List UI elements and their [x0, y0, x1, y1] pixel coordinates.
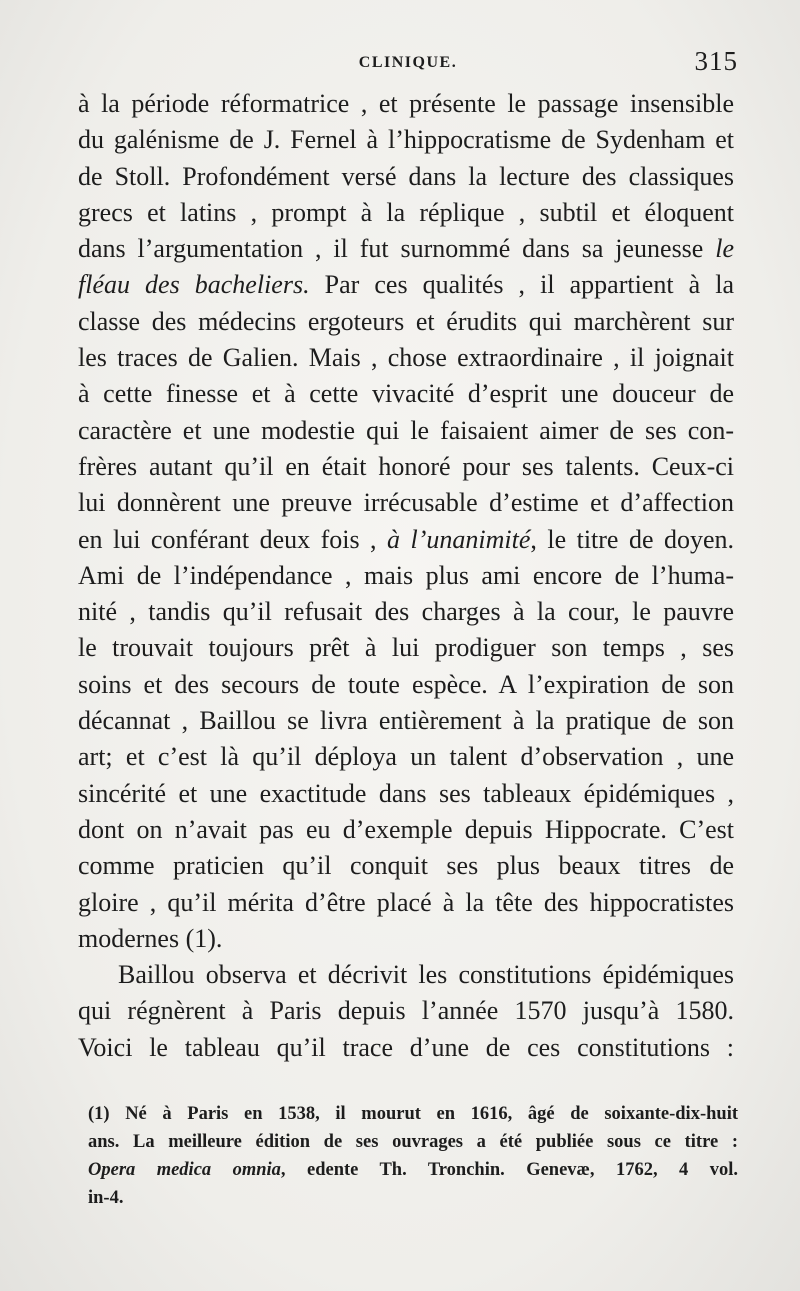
text-line: Voici le tableau qu’il trace d’une de ces constitutions : [78, 1032, 734, 1062]
text-line: gloire , qu’il mérita d’être placé à la tête des hippocratistes [78, 887, 734, 917]
footnote-line: (1) Né à Paris en 1538, il mourut en 1616, âgé de soixante-dix-huit [88, 1104, 738, 1124]
text-line: caractère et une modestie qui le faisaient aimer de ses con- [78, 415, 734, 445]
italic-title: Opera medica omnia [88, 1160, 281, 1180]
text-line [78, 231, 734, 267]
text-line: à la période réformatrice , et présente le passage insensible [78, 89, 734, 118]
text-line: de Stoll. Profondément versé dans la lecture des classiques [78, 161, 734, 191]
text-line: art; et c’est là qu’il déploya un talent d’observation , une [78, 742, 734, 772]
paragraph-1 [78, 86, 734, 957]
text-segment: , edente Th. Tronchin. Genevæ, 1762, 4 vol. [280, 1160, 738, 1180]
text-line: du galénisme de J. Fernel à l’hippocratisme de Sydenham et [78, 125, 734, 155]
text-line: soins et des secours de toute espèce. A l’expiration de son [78, 669, 734, 699]
text-line: Baillou observa et décrivit les constitutions épidémiques [118, 960, 734, 990]
text-line: sincérité et une exactitude dans ses tableaux épidémiques , [78, 778, 734, 808]
footnote-line: ans. La meilleure édition de ses ouvrages a été publiée sous ce titre : [88, 1132, 738, 1152]
running-head: CLINIQUE. [358, 54, 458, 71]
text-line: lui donnèrent une preuve irrécusable d’estime et d’affection [78, 488, 734, 518]
text-line: le trouvait toujours prêt à lui prodiguer son temps , ses [78, 633, 734, 663]
italic-term: fléau des bacheliers. [78, 270, 310, 300]
paragraph-2 [78, 957, 734, 1066]
text-line: comme praticien qu’il conquit ses plus beaux titres de [78, 851, 734, 881]
page-header [78, 46, 738, 76]
page-number: 315 [694, 46, 738, 76]
text-segment: Par ces qualités , il appartient à la [324, 270, 734, 300]
text-line: décannat , Baillou se livra entièrement à la pratique de son [78, 706, 734, 736]
text-segment: en lui conférant deux fois , [78, 524, 377, 554]
text-line: modernes (1). [78, 923, 223, 953]
text-line [78, 522, 734, 558]
text-line: à cette finesse et à cette vivacité d’esprit une douceur de [78, 379, 734, 409]
italic-term: à l’unanimité [387, 524, 531, 554]
text-line: dont on n’avait pas eu d’exemple depuis Hippocrate. C’est [78, 814, 734, 844]
text-line: les traces de Galien. Mais , chose extraordinaire , il joignait [78, 343, 734, 373]
italic-term: le [715, 234, 734, 264]
text-line: Ami de l’indépendance , mais plus ami encore de l’huma- [78, 560, 734, 590]
text-segment: dans l’argumentation , il fut surnommé dans sa jeunesse [78, 234, 704, 264]
text-line: qui régnèrent à Paris depuis l’année 1570 jusqu’à 1580. [78, 996, 734, 1026]
footnote-line: in-4. [88, 1188, 124, 1208]
footnote-line [88, 1156, 738, 1184]
text-line [78, 267, 734, 303]
footnote [88, 1100, 738, 1212]
text-line: nité , tandis qu’il refusait des charges à la cour, le pauvre [78, 597, 734, 627]
text-line: frères autant qu’il en était honoré pour ses talents. Ceux-ci [78, 451, 734, 481]
text-segment: , le titre de doyen. [530, 524, 735, 554]
text-line: grecs et latins , prompt à la réplique , subtil et éloquent [78, 197, 734, 227]
text-line: classe des médecins ergoteurs et érudits qui marchèrent sur [78, 306, 734, 336]
body-text [78, 86, 734, 1066]
